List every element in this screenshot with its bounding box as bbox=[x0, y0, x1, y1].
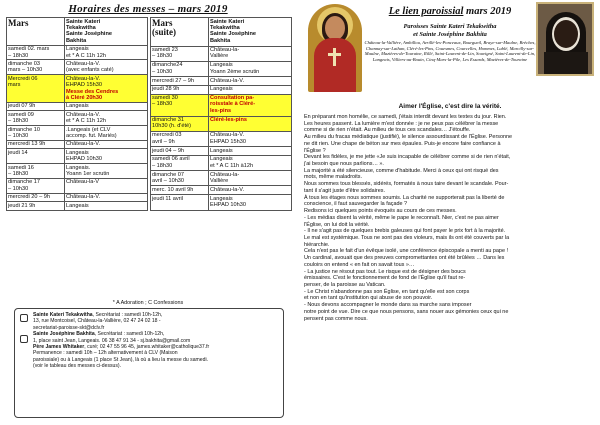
row-date: mercredi 13 9h bbox=[7, 140, 65, 148]
row-date: samedi 09 – 18h30 bbox=[7, 111, 65, 126]
legend: * A Adoration ; C Confessions bbox=[112, 300, 184, 306]
schedule-table-march bbox=[6, 17, 148, 211]
article-line: notre point de vue. Dire ce que nous pensons, sans nouer aux gémonies ceux qui ne bbox=[304, 308, 509, 315]
row-date: dimanche 17 – 10h30 bbox=[7, 178, 65, 193]
article-line: penser, de la paroisse au Vatican. bbox=[304, 281, 386, 288]
article-line: - Les médias disent la vérité, même le pape le reconnaît. Nier, c'est ne pas aimer bbox=[304, 214, 499, 221]
row-location: Langeais bbox=[65, 102, 148, 110]
article-line: À tous les étages nous sommes soumis. La charité ne supporterait pas la liberté de bbox=[304, 194, 505, 201]
schedule-row bbox=[151, 195, 292, 210]
article-line: mots, même maladroits. bbox=[304, 174, 363, 181]
article-line: Le mal est systémique. Tous ne sont pas des violeurs, mais ils ont été couverts par la bbox=[304, 234, 510, 241]
article-line: ne dit rien. Une chape de béton sur mes épaules. Puis-je encore faire confiance à bbox=[304, 140, 501, 147]
row-location: Château-la-V. EHPAD 15h30 bbox=[209, 131, 292, 146]
saint-kateri-icon bbox=[308, 4, 362, 92]
schedule-row bbox=[7, 193, 148, 201]
article-line: La majorité a été silencieuse, comme d'habitude. Merci à ceux qui ont risqué des bbox=[304, 167, 499, 174]
schedule-row bbox=[7, 75, 148, 103]
article-line: Nous sommes tous blessés, sidérés, formatés à nous taire devant le scandale. Pour- bbox=[304, 181, 509, 188]
article-line: j'ai besoin que nous parlions… ». bbox=[304, 161, 384, 168]
row-date: mercredi 03 avril – 9h bbox=[151, 131, 209, 146]
schedule-row bbox=[151, 186, 292, 195]
row-date: samedi 16 – 18h30 bbox=[7, 164, 65, 179]
row-date: samedi 02. mars – 18h30 bbox=[7, 45, 65, 60]
contact-line: Sainte Joséphine Bakhita, Secrétariat : samedi 10h-12h, bbox=[33, 331, 165, 338]
schedule-row bbox=[151, 61, 292, 76]
row-location: Château-la-V. bbox=[65, 140, 148, 148]
schedule-row bbox=[151, 116, 292, 131]
article-line: hiérarchie. bbox=[304, 241, 330, 248]
article-line: Redisons ici quelques points évoqués au cours de ces messes. bbox=[304, 208, 457, 215]
month-header: Mars bbox=[7, 18, 65, 46]
article-line: l'Église ? bbox=[304, 147, 326, 154]
row-location: Château-la-V. (avec enfants caté) bbox=[65, 60, 148, 75]
schedule-row bbox=[151, 94, 292, 116]
schedule-row bbox=[151, 171, 292, 186]
row-location: Château-la- Vallière bbox=[209, 171, 292, 186]
article-line: Au milieu du fracas médiatique (justifié), le silence assourdissant de l'Église. Personne bbox=[304, 134, 513, 141]
phone-icon bbox=[20, 335, 28, 343]
schedule-row bbox=[7, 202, 148, 210]
schedule-tables bbox=[6, 17, 290, 211]
month-header: Mars (suite) bbox=[151, 18, 209, 47]
article-line: conscience, il faut sauvegarder la façade ? bbox=[304, 201, 408, 208]
article-line: émissaires. C'est le fonctionnement de fond de l'Église qu'il faut re- bbox=[304, 275, 466, 282]
article-line: couloirs on entend « en fait on savait tous »… bbox=[304, 261, 415, 268]
row-location: Château-la-V. EHPAD 15h30 Messe des Cendres à Cléré 20h30 bbox=[65, 75, 148, 103]
row-date: mercredi 27 – 9h bbox=[151, 77, 209, 86]
article-line: Un cardinal, avouait que des preuves compromettantes ont été brûlées … Dans les bbox=[304, 255, 505, 262]
schedule-table-march-continued bbox=[150, 17, 292, 211]
article-line: comme si de rien n'était. Au milieu de tous ces scandales… J'étouffe. bbox=[304, 127, 471, 134]
row-date: dimanche 07 avril – 10h30 bbox=[151, 171, 209, 186]
article-line: - Nous devons accompagner le monde dans sa marche sans imposer bbox=[304, 302, 472, 309]
contact-line: (voir le tableau des messes ci-dessus). bbox=[33, 363, 122, 370]
article-line: tant il s'agit juste d'être solidaires. bbox=[304, 187, 385, 194]
row-date: mercredi 20 – 9h bbox=[7, 193, 65, 201]
row-location: Château-la-V. bbox=[65, 193, 148, 201]
schedule-row bbox=[7, 111, 148, 126]
contact-line: 1, place saint Jean, Langeais. 06 38 47 91 34 - sj.bakhita@gmail.com bbox=[33, 337, 191, 344]
parishes-header: Sainte Kateri Tekakwitha Sainte Joséphine Bakhita bbox=[209, 18, 292, 47]
article-headline: Aimer l'Église, c'est dire la vérité. bbox=[398, 103, 502, 110]
schedule-row bbox=[7, 178, 148, 193]
contact-line: Sainte Kateri Tekakwitha, Secrétariat : samedi 10h-12h, bbox=[33, 312, 163, 318]
saint-bakhita-photo bbox=[536, 2, 594, 76]
article-line: Devant les fidèles, je me jette «Je suis incapable de célébrer comme si de rien n'était, bbox=[304, 154, 511, 161]
article-line: - Le Christ n'abandonne pas son Église, en tant qu'elle est son corps bbox=[304, 288, 470, 295]
row-location: Château-la-V. bbox=[209, 77, 292, 86]
row-date: samedi 06 avril – 18h30 bbox=[151, 155, 209, 170]
contact-line: Permanence : samedi 10h – 12h alternativement à CLV (Maison bbox=[33, 350, 178, 357]
row-location: Château-la-V. bbox=[209, 186, 292, 195]
row-date: dimanche 10 – 10h30 bbox=[7, 126, 65, 141]
row-location: Château-la- Vallière bbox=[209, 46, 292, 61]
newsletter-title: Le lien paroissial mars 2019 bbox=[388, 6, 512, 17]
contacts-box bbox=[14, 308, 284, 418]
row-date: samedi 30 – 18h30 bbox=[151, 94, 209, 116]
schedule-row bbox=[7, 149, 148, 164]
row-date: jeudi 21 9h bbox=[7, 202, 65, 210]
row-date: jeudi 04 – 9h bbox=[151, 147, 209, 156]
row-location: Consultation pa- roisstale à Cléré- les-pins bbox=[209, 94, 292, 116]
row-date: dimanche 31 10h30 (h. d'été) bbox=[151, 116, 209, 131]
row-location: Langeais bbox=[209, 85, 292, 94]
schedule-row bbox=[151, 46, 292, 61]
schedule-row bbox=[151, 85, 292, 94]
row-date: dimanche24 – 10h30 bbox=[151, 61, 209, 76]
article-line: Cela n'est pas le fait d'un évêque isolé, une conférence épiscopale a menti au pape ! bbox=[304, 248, 509, 255]
row-date: Mercredi 06 mars bbox=[7, 75, 65, 103]
schedule-row bbox=[7, 102, 148, 110]
row-date: dimanche 03 mars – 10h30 bbox=[7, 60, 65, 75]
row-date: jeudi 28 9h bbox=[151, 85, 209, 94]
schedule-row bbox=[7, 164, 148, 179]
row-location: Langeais bbox=[65, 202, 148, 210]
row-location: Château-la-V. et * A C 11h 12h bbox=[65, 111, 148, 126]
schedule-row bbox=[7, 60, 148, 75]
contact-line: Père James Whitaker, curé; 02 47 55 96 45, james.whitaker@catholique37.fr bbox=[33, 344, 210, 351]
contact-line: 13, rue Montcoisel, Château-la-Vallière, 02 47 24 02 18 - bbox=[33, 318, 161, 325]
contact-line: paroissiale) ou à Langeais (1 place St Jean), là où a lieu la messe du samedi. bbox=[33, 356, 208, 363]
parish-names: Paroisses Sainte Kateri Tekakwitha et Sainte Joséphine Bakhita bbox=[403, 23, 497, 38]
row-location: Cléré-les-pins bbox=[209, 116, 292, 131]
article-line: - Il ne s'agit pas de quelques brebis galeuses qui font payer le prix fort à la majorité. bbox=[304, 228, 506, 235]
schedule-row bbox=[151, 77, 292, 86]
phone-icon bbox=[20, 314, 28, 322]
row-date: merc. 10 avril 9h bbox=[151, 186, 209, 195]
row-location: Langeais et * A C 11h 12h bbox=[65, 45, 148, 60]
article-body bbox=[304, 114, 594, 322]
row-location: Langeais EHPAD 10h30 bbox=[209, 195, 292, 210]
contact-line: secretariat-paroisse-skt@dclv.fr bbox=[33, 324, 105, 331]
article-line: En préparant mon homélie, ce samedi, j'étais interdit devant les textes du jour. Rien. bbox=[304, 114, 507, 120]
schedule-row bbox=[151, 131, 292, 146]
schedule-row bbox=[7, 140, 148, 148]
row-date: samedi 23 – 18h30 bbox=[151, 46, 209, 61]
article-line: pensent pas comme nous. bbox=[304, 315, 368, 322]
row-location: Langeais EHPAD 10h30 bbox=[65, 149, 148, 164]
schedule-row bbox=[151, 147, 292, 156]
row-location: Langeais et * A C 11h à12h bbox=[209, 155, 292, 170]
row-location: Langeais Yoann 2ème scrutin bbox=[209, 61, 292, 76]
schedule-row bbox=[7, 45, 148, 60]
article-line: - La justice ne résout pas tout. Le risque est de désigner des boucs bbox=[304, 268, 466, 275]
schedule-title: Horaires des messes – mars 2019 bbox=[68, 3, 228, 15]
article-line: et non en tant qu'institution qui abuse de son pouvoir. bbox=[304, 295, 433, 302]
row-date: jeudi 11 avril bbox=[151, 195, 209, 210]
article-line: Les heures passent. La lumière m'est donnée : je ne peux pas célébrer la messe bbox=[304, 120, 499, 127]
schedule-row bbox=[151, 155, 292, 170]
row-location: Langeais bbox=[209, 147, 292, 156]
row-location: Langeais. Yoann 1er scrutin bbox=[65, 164, 148, 179]
town-list: Château-la-Vallière, Ambillou, Avrillé-les-Ponceaux, Bourgueil, Braye-sur-Maulne, Brèches, Channay-sur-Lathan, Cléré-les-Pins, Couesmes, Courcelles, Hommes, Lublé, Marcilly-sur-Maulne, Mazières-de-Touraine, Rillé, Saint-Laurent-de-Lin, Souvigné, Saint-Laurent-de-Lin, Langeais, Villiers-au-Bouin, Cinq-Mars-la-Pile, Les Essards, Mazières-de-Touraine bbox=[364, 40, 536, 62]
article-line: l'Église, on lui doit la vérité. bbox=[304, 221, 370, 228]
row-location: Château-la-V bbox=[65, 178, 148, 193]
schedule-page bbox=[6, 2, 290, 422]
newsletter-page bbox=[298, 0, 598, 425]
parishes-header: Sainte Kateri Tekakwitha Sainte Joséphine Bakhita bbox=[65, 18, 148, 46]
row-location: .Langeais (et CLV accomp. fut. Mariés) bbox=[65, 126, 148, 141]
row-date: jeudi 07 9h bbox=[7, 102, 65, 110]
row-date: jeudi 14 bbox=[7, 149, 65, 164]
schedule-row bbox=[7, 126, 148, 141]
